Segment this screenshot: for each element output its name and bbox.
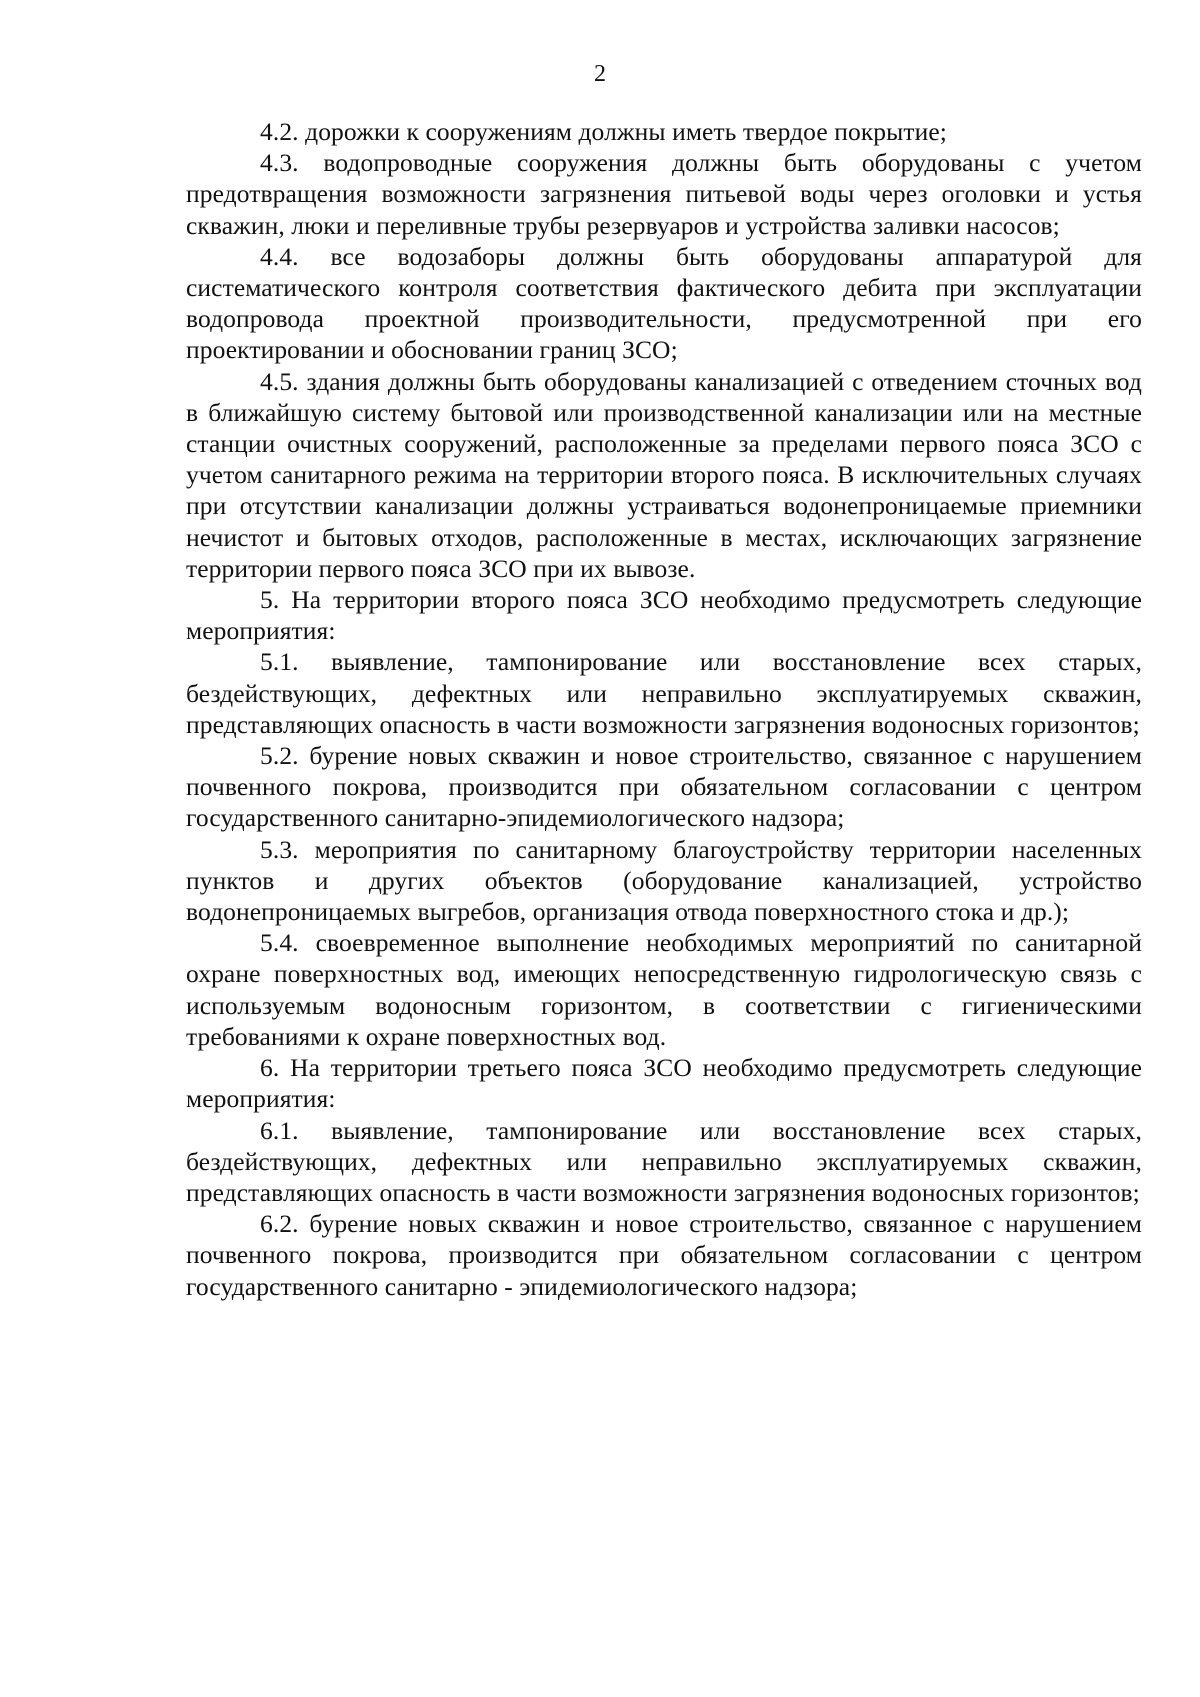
paragraph-5-3: 5.3. мероприятия по санитарному благоустройству территории населенных пунктов и других объектов (оборудование канализацией, устройство водонепроницаемых выгребов, организация отвода поверхностного стока и др.); <box>186 834 1142 927</box>
paragraph-4-3: 4.3. водопроводные сооружения должны быть оборудованы с учетом предотвращения возможности загрязнения питьевой воды через оголовки и устья скважин, люки и переливные трубы резервуаров и устройства заливки насосов; <box>186 148 1142 240</box>
paragraph-5-4: 5.4. своевременное выполнение необходимых мероприятий по санитарной охране поверхностных вод, имеющих непосредственную гидрологическую связь с используемым водоносным горизонтом, в соответствии с гигиеническими требованиями к охране поверхностных вод. <box>186 928 1142 1051</box>
paragraph-5-2: 5.2. бурение новых скважин и новое строительство, связанное с нарушением почвенного покрова, производится при обязательном согласовании с центром государственного санитарно-эпидемиологического надзора; <box>186 741 1142 833</box>
paragraph-4-5: 4.5. здания должны быть оборудованы канализацией с отведением сточных вод в ближайшую систему бытовой или производственной канализации или на местные станции очистных сооружений, расположенные за пределами первого пояса ЗСО с учетом санитарного режима на территории второго пояса. В исключительных случаях при отсутствии канализации должны устраиваться водонепроницаемые приемники нечистот и бытовых отходов, расположенные в местах, исключающих загрязнение территории первого пояса ЗСО при их вывозе. <box>186 366 1142 583</box>
paragraph-5: 5. На территории второго пояса ЗСО необходимо предусмотреть следующие мероприятия: <box>186 585 1142 646</box>
document-body <box>186 116 1142 1302</box>
paragraph-6-2: 6.2. бурение новых скважин и новое строительство, связанное с нарушением почвенного покрова, производится при обязательном согласовании с центром государственного санитарно - эпидемиологического надзора; <box>186 1209 1142 1301</box>
paragraph-4-2: 4.2. дорожки к сооружениям должны иметь твердое покрытие; <box>260 117 947 146</box>
paragraph-6-1: 6.1. выявление, тампонирование или восстановление всех старых, бездействующих, дефектных или неправильно эксплуатируемых скважин, представляющих опасность в части возможности загрязнения водоносных горизонтов; <box>186 1115 1142 1207</box>
paragraph-5-1: 5.1. выявление, тампонирование или восстановление всех старых, бездействующих, дефектных или неправильно эксплуатируемых скважин, представляющих опасность в части возможности загрязнения водоносных горизонтов; <box>186 647 1142 739</box>
paragraph-6: 6. На территории третьего пояса ЗСО необходимо предусмотреть следующие мероприятия: <box>186 1053 1142 1114</box>
page-number: 2 <box>594 61 606 87</box>
paragraph-4-4: 4.4. все водозаборы должны быть оборудованы аппаратурой для систематического контроля соответствия фактического дебита при эксплуатации водопровода проектной производительности, предусмотренной при его проектировании и обосновании границ ЗСО; <box>186 241 1142 365</box>
